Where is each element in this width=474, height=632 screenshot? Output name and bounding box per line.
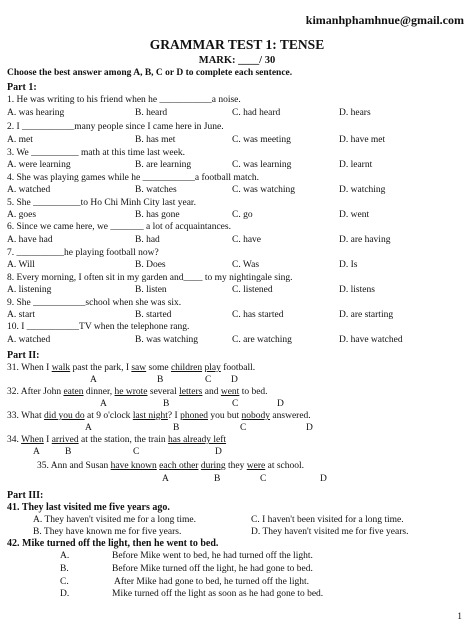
option-c: C. are watching [232,335,292,345]
option-c: C. Was [232,260,260,270]
letter-c: C [260,474,267,484]
question-10: 10. I ___________TV when the telephone rang. [7,322,190,332]
option-b: B. watches [135,185,177,195]
question-7: 7. __________he playing football now? [7,248,159,258]
option-a: A. met [7,135,33,145]
options-10 [7,335,467,347]
option-b: B. started [135,310,172,320]
letter-a: A [162,474,169,484]
letter-b: B [173,423,180,433]
mark-line: MARK: ____/ 30 [198,55,276,66]
option-c: C. listened [232,285,273,295]
options-9 [7,310,467,322]
letter-b: B [157,375,164,385]
option-a: A. goes [7,210,37,220]
option-d: D. have watched [339,335,403,345]
question-8: 8. Every morning, I often sit in my garden and____ to my nightingale sing. [7,273,293,283]
option-c: C. was learning [232,160,292,170]
option-b: B. had [135,235,160,245]
question-9: 9. She ___________school when she was six. [7,298,182,308]
question-31: 31. When I walk past the park, I saw some children play football. [7,363,256,373]
option-b: B. has met [135,135,176,145]
option-d: D. are having [339,235,391,245]
option-a: A. were learning [7,160,71,170]
option-d: D. They haven't visited me for five years. [251,527,409,537]
option-a: A. have had [7,235,53,245]
option-b: Before Mike turned off the light, he had gone to bed. [112,564,313,574]
options-4 [7,185,467,197]
option-d: D. are starting [339,310,394,320]
options-6 [7,235,467,247]
option-a: A. watched [7,335,51,345]
option-b: B. heard [135,108,168,118]
question-41: 41. They last visited me five years ago. [7,502,170,513]
letter-b: B [65,447,72,457]
question-5: 5. She __________to Ho Chi Minh City last year. [7,198,196,208]
options-7 [7,260,467,272]
letter-d: D [231,375,238,385]
option-d: Mike turned off the light as soon as he had gone to bed. [112,589,324,599]
options-5 [7,210,467,222]
letter-b: B [214,474,221,484]
option-b: B. was watching [135,335,199,345]
option-c-letter: C. [60,577,69,587]
page-number: 1 [457,612,462,622]
option-d: D. went [339,210,370,220]
option-a: A. They haven't visited me for a long time. [33,515,196,525]
letter-c: C [205,375,212,385]
question-2: 2. I ___________many people since I came here in June. [7,122,224,132]
letter-d: D [215,447,222,457]
option-b: B. Does [135,260,166,270]
question-33: 33. What did you do at 9 o'clock last night? I phoned you but nobody answered. [7,411,311,421]
option-d: D. watching [339,185,386,195]
letter-c: C [232,399,239,409]
letter-a: A [100,399,107,409]
option-c: C. go [232,210,253,220]
option-c: C. have [232,235,262,245]
letter-b: B [163,399,170,409]
option-d: D. Is [339,260,358,270]
author-email: kimanhphamhnue@gmail.com [305,13,464,27]
question-1: 1. He was writing to his friend when he ___________a noise. [7,95,241,105]
option-a: A. listening [7,285,52,295]
page-title: GRAMMAR TEST 1: TENSE [149,37,325,52]
letter-d: D [277,399,284,409]
option-b: B. has gone [135,210,180,220]
option-b: B. listen [135,285,167,295]
option-c: C. had heard [232,108,281,118]
part3-heading: Part III: [7,490,44,501]
option-a: A. was hearing [7,108,65,118]
letter-a: A [33,447,40,457]
letter-c: C [133,447,140,457]
option-a: A. start [7,310,35,320]
letter-c: C [240,423,247,433]
option-a: A. watched [7,185,51,195]
letter-d: D [320,474,327,484]
option-d: D. listens [339,285,375,295]
question-35: 35. Ann and Susan have known each other during they were at school. [37,461,305,471]
options-1 [7,108,467,120]
option-c: C. has started [232,310,284,320]
part1-heading: Part 1: [7,82,37,93]
question-32: 32. After John eaten dinner, he wrote several letters and went to bed. [7,387,268,397]
options-3 [7,160,467,172]
option-c: C. I haven't been visited for a long time. [251,515,404,525]
question-4: 4. She was playing games while he ___________a football match. [7,173,259,183]
option-a-letter: A. [60,551,70,561]
letter-a: A [85,423,92,433]
option-b: B. are learning [135,160,192,170]
question-34: 34. When I arrived at the station, the train has already left [7,435,227,445]
option-c: C. was meeting [232,135,291,145]
instructions: Choose the best answer among A, B, C or D to complete each sentence. [7,68,293,78]
option-d-letter: D. [60,589,70,599]
option-d: D. learnt [339,160,373,170]
option-a: Before Mike went to bed, he had turned off the light. [112,551,313,561]
option-d: D. have met [339,135,386,145]
option-d: D. hears [339,108,371,118]
letter-d: D [306,423,313,433]
option-c: After Mike had gone to bed, he turned off the light. [114,577,310,587]
part2-heading: Part II: [7,350,40,361]
option-b-letter: B. [60,564,69,574]
letter-a: A [90,375,97,385]
option-b: B. They have known me for five years. [33,527,182,537]
option-a: A. Will [7,260,35,270]
question-3: 3. We __________ math at this time last week. [7,148,185,158]
options-8 [7,285,467,297]
options-2 [7,135,467,147]
question-42: 42. Mike turned off the light, then he went to bed. [7,538,219,549]
question-6: 6. Since we came here, we _______ a lot of acquaintances. [7,222,231,232]
option-c: C. was watching [232,185,296,195]
